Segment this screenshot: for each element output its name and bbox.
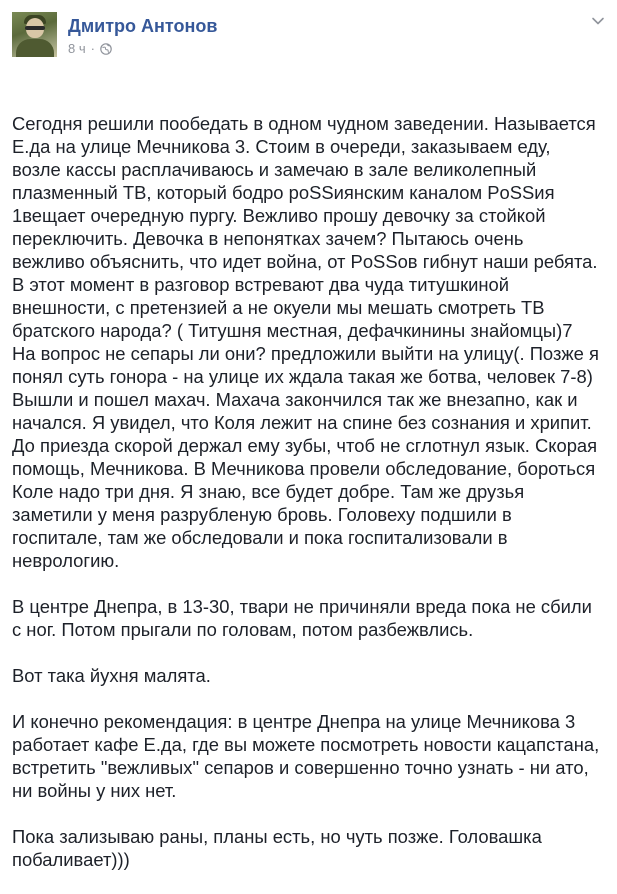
chevron-down-icon[interactable]	[591, 14, 605, 28]
post-meta	[68, 12, 605, 56]
post-subline	[68, 41, 605, 56]
post-paragraph: И конечно рекомендация: в центре Днепра на улице Мечникова 3 работает кафе Е.да, где вы можете посмотреть новости кацапстана, встретить "вежливых" сепаров и совершенно точно узнать - ни ато, ни войны у них нет.	[12, 711, 600, 801]
post-paragraph: Сегодня решили пообедать в одном чудном заведении. Называется Е.да на улице Мечникова 3. Стоим в очереди, заказываем еду, возле кассы расплачиваюсь и замечаю в зале великолепный плазменный ТВ, который бодро poSSиянским каналом PoSSия 1вещает очередную пургу. Вежливо прошу девочку за стойкой переключить. Девочка в непонятках зачем? Пытаюсь очень вежливо объяснить, что идет война, от PoSSов гибнут наши ребята. В этот момент в разговор встревают два чуда титушкиной внешности, с претензией а не окуели мы мешать смотреть ТВ братского народа? ( Титушня местная, дефачкинины знайомцы)7 На вопрос не сепары ли они? предложили выйти на улицу(. Позже я понял суть гонора - на улице их ждала такая же ботва, человек 7-8) Вышли и пошел махач. Махача закончился так же внезапно, как и начался. Я увидел, что Коля лежит на спине без сознания и хрипит. До приезда скорой держал ему зубы, чтоб не сглотнул язык. Скорая помощь, Мечникова. В Мечникова провели обследование, бороться Коле надо три дня. Я знаю, все будет добре. Там же друзья заметили у меня разрубленую бровь. Головеху подшили в госпитале, там же обследовали и пока госпитализовали в неврологию.	[12, 113, 599, 571]
globe-icon[interactable]	[100, 43, 112, 55]
avatar[interactable]	[12, 12, 57, 57]
separator-dot: ·	[90, 41, 95, 56]
post-body	[12, 89, 605, 894]
post-paragraph: Вот така йухня малята.	[12, 665, 211, 686]
post-paragraph: В центре Днепра, в 13-30, твари не причиняли вреда пока не сбили с ног. Потом прыгали по головам, потом разбежвлись.	[12, 596, 592, 640]
author-name[interactable]: Дмитро Антонов	[68, 16, 218, 36]
post-header	[12, 12, 605, 68]
post-timestamp[interactable]: 8 ч	[68, 41, 86, 56]
post-paragraph: Пока зализываю раны, планы есть, но чуть позже. Головашка побаливает)))	[12, 826, 542, 870]
